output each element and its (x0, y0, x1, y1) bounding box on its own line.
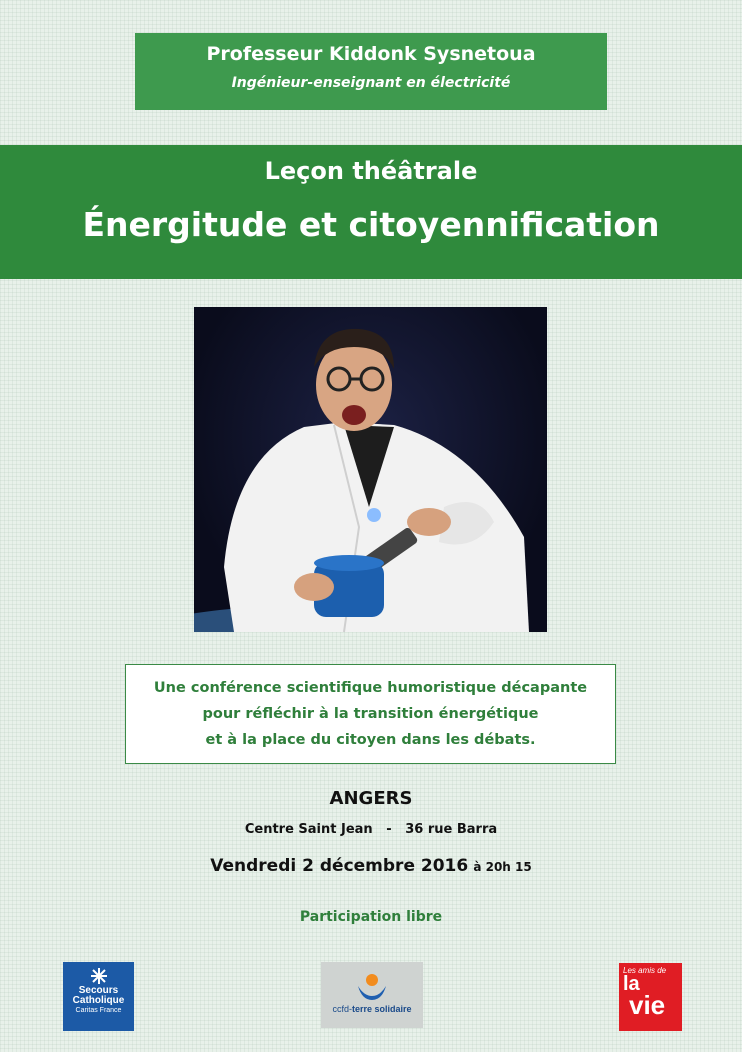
logo-text: vie (629, 990, 666, 1020)
description-line: pour réfléchir à la transition énergétique (202, 706, 539, 722)
date-row (0, 856, 742, 876)
event-type: Leçon théâtrale (264, 157, 478, 185)
la-vie-logo (619, 963, 682, 1031)
logo-text: Caritas France (75, 1007, 122, 1014)
logo-text: Secours (78, 985, 119, 996)
logo-text: ccfd- (332, 1004, 352, 1014)
dove-icon (88, 966, 110, 986)
event-time: à 20h 15 (473, 860, 532, 874)
description-line: et à la place du citoyen dans les débats. (205, 732, 536, 748)
ccfd-logo (321, 962, 423, 1028)
speaker-name: Professeur Kiddonk Sysnetoua (206, 43, 536, 65)
speaker-photo (194, 307, 547, 632)
speaker-box (135, 33, 607, 110)
event-title: Énergitude et citoyennification (82, 205, 660, 244)
description-line: Une conférence scientifique humoristique décapante (153, 680, 588, 696)
venue: Centre Saint Jean - 36 rue Barra (244, 822, 498, 837)
logo-text: Les amis de (623, 966, 667, 975)
participation-note: Participation libre (299, 909, 443, 925)
hands-icon (354, 972, 390, 1002)
logo-text: la (623, 973, 640, 995)
speaker-role: Ingénieur-enseignant en électricité (231, 75, 511, 91)
logo-text: Catholique (72, 995, 125, 1006)
city: ANGERS (329, 788, 413, 809)
event-date: Vendredi 2 décembre 2016 (210, 856, 469, 876)
speaker-photo-illustration (194, 307, 547, 632)
logo-text: terre solidaire (351, 1004, 412, 1014)
description-box (125, 664, 616, 764)
title-band (0, 145, 742, 279)
secours-catholique-logo (63, 962, 134, 1031)
logo-text (321, 1004, 423, 1014)
